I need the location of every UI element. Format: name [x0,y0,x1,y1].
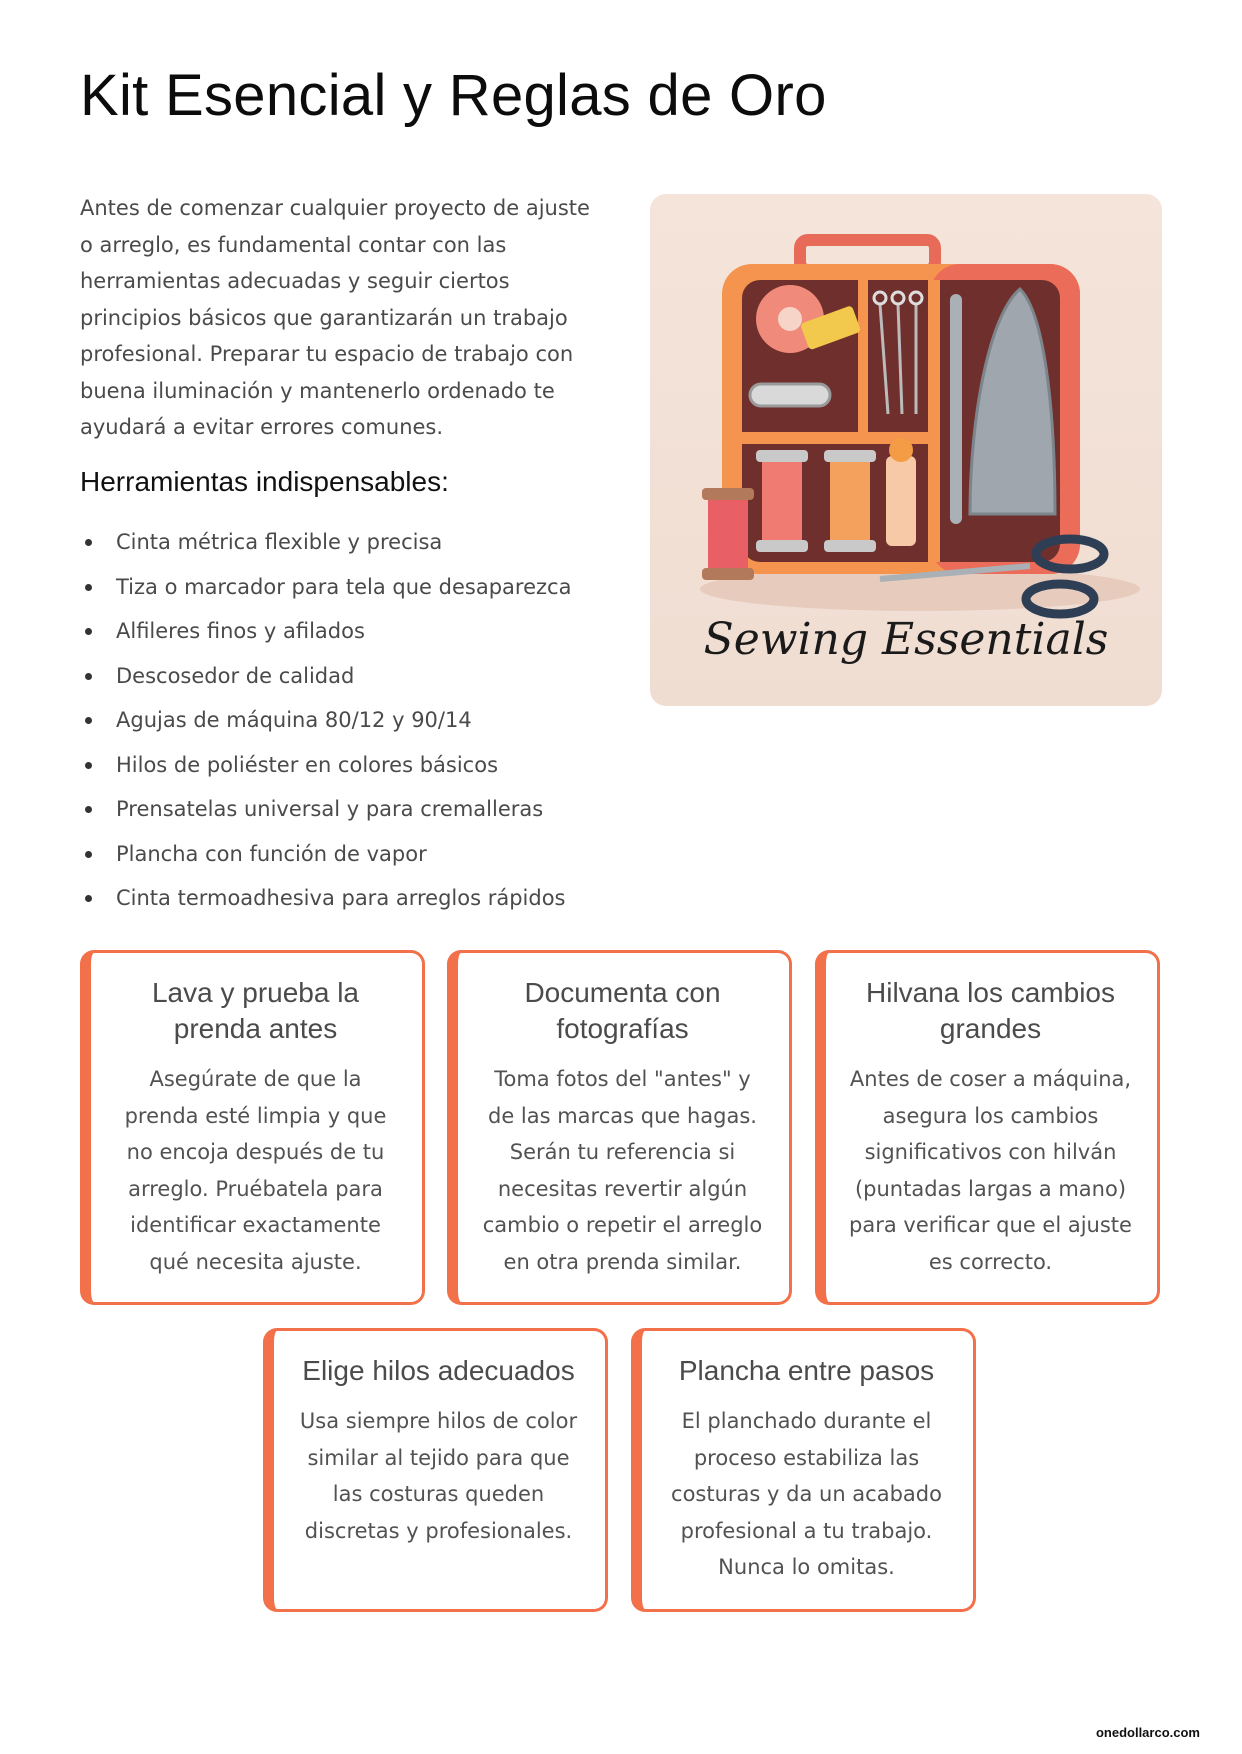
footer-website: onedollarco.com [1095,1725,1200,1740]
list-item: Cinta termoadhesiva para arreglos rápidos [80,876,620,921]
sewing-kit-illustration [650,194,1162,706]
list-item: Cinta métrica flexible y precisa [80,520,620,565]
rule-card [447,950,792,1305]
list-item: Descosedor de calidad [80,654,620,699]
tools-heading: Herramientas indispensables: [80,466,449,497]
rule-text: Asegúrate de que la prenda esté limpia y que no encoja después de tu arreglo. Pruébatela para identificar exactamente qué necesita ajuste. [124,1067,387,1274]
rule-title: Documenta con fotografías [524,977,721,1044]
tools-list [80,520,620,921]
rule-title: Hilvana los cambios grandes [866,977,1115,1044]
rule-text: Usa siempre hilos de color similar al tejido para que las costuras queden discretas y profesionales. [299,1409,578,1543]
rule-card [80,950,425,1305]
list-item: Tiza o marcador para tela que desaparezca [80,565,620,610]
list-item: Agujas de máquina 80/12 y 90/14 [80,698,620,743]
rule-title: Plancha entre pasos [678,1355,935,1386]
rule-text: El planchado durante el proceso estabiliza las costuras y da un acabado profesional a tu trabajo. Nunca lo omitas. [671,1409,942,1579]
rule-text: Toma fotos del "antes" y de las marcas que hagas. Serán tu referencia si necesitas revertir algún cambio o repetir el arreglo en otra prenda similar. [482,1067,763,1274]
rule-card [815,950,1160,1305]
list-item: Alfileres finos y afilados [80,609,620,654]
intro-paragraph: Antes de comenzar cualquier proyecto de ajuste o arreglo, es fundamental contar con las herramientas adecuadas y seguir ciertos principios básicos que garantizarán un trabajo profesional. Preparar tu espacio de trabajo con buena iluminación y mantenerlo ordenado te ayudará a evitar errores comunes. [80,196,590,439]
rule-card [631,1328,976,1612]
image-caption: Sewing Essentials [703,614,1109,665]
list-item: Hilos de poliéster en colores básicos [80,743,620,788]
rule-title: Elige hilos adecuados [302,1355,575,1386]
rule-text: Antes de coser a máquina, asegura los cambios significativos con hilván (puntadas largas a mano) para verificar que el ajuste es correcto. [849,1067,1132,1274]
list-item: Prensatelas universal y para cremalleras [80,787,620,832]
page-title: Kit Esencial y Reglas de Oro [80,63,827,128]
sewing-essentials-image [650,194,1162,706]
list-item: Plancha con función de vapor [80,832,620,877]
rule-title: Lava y prueba la prenda antes [151,977,360,1044]
rule-card [263,1328,608,1612]
